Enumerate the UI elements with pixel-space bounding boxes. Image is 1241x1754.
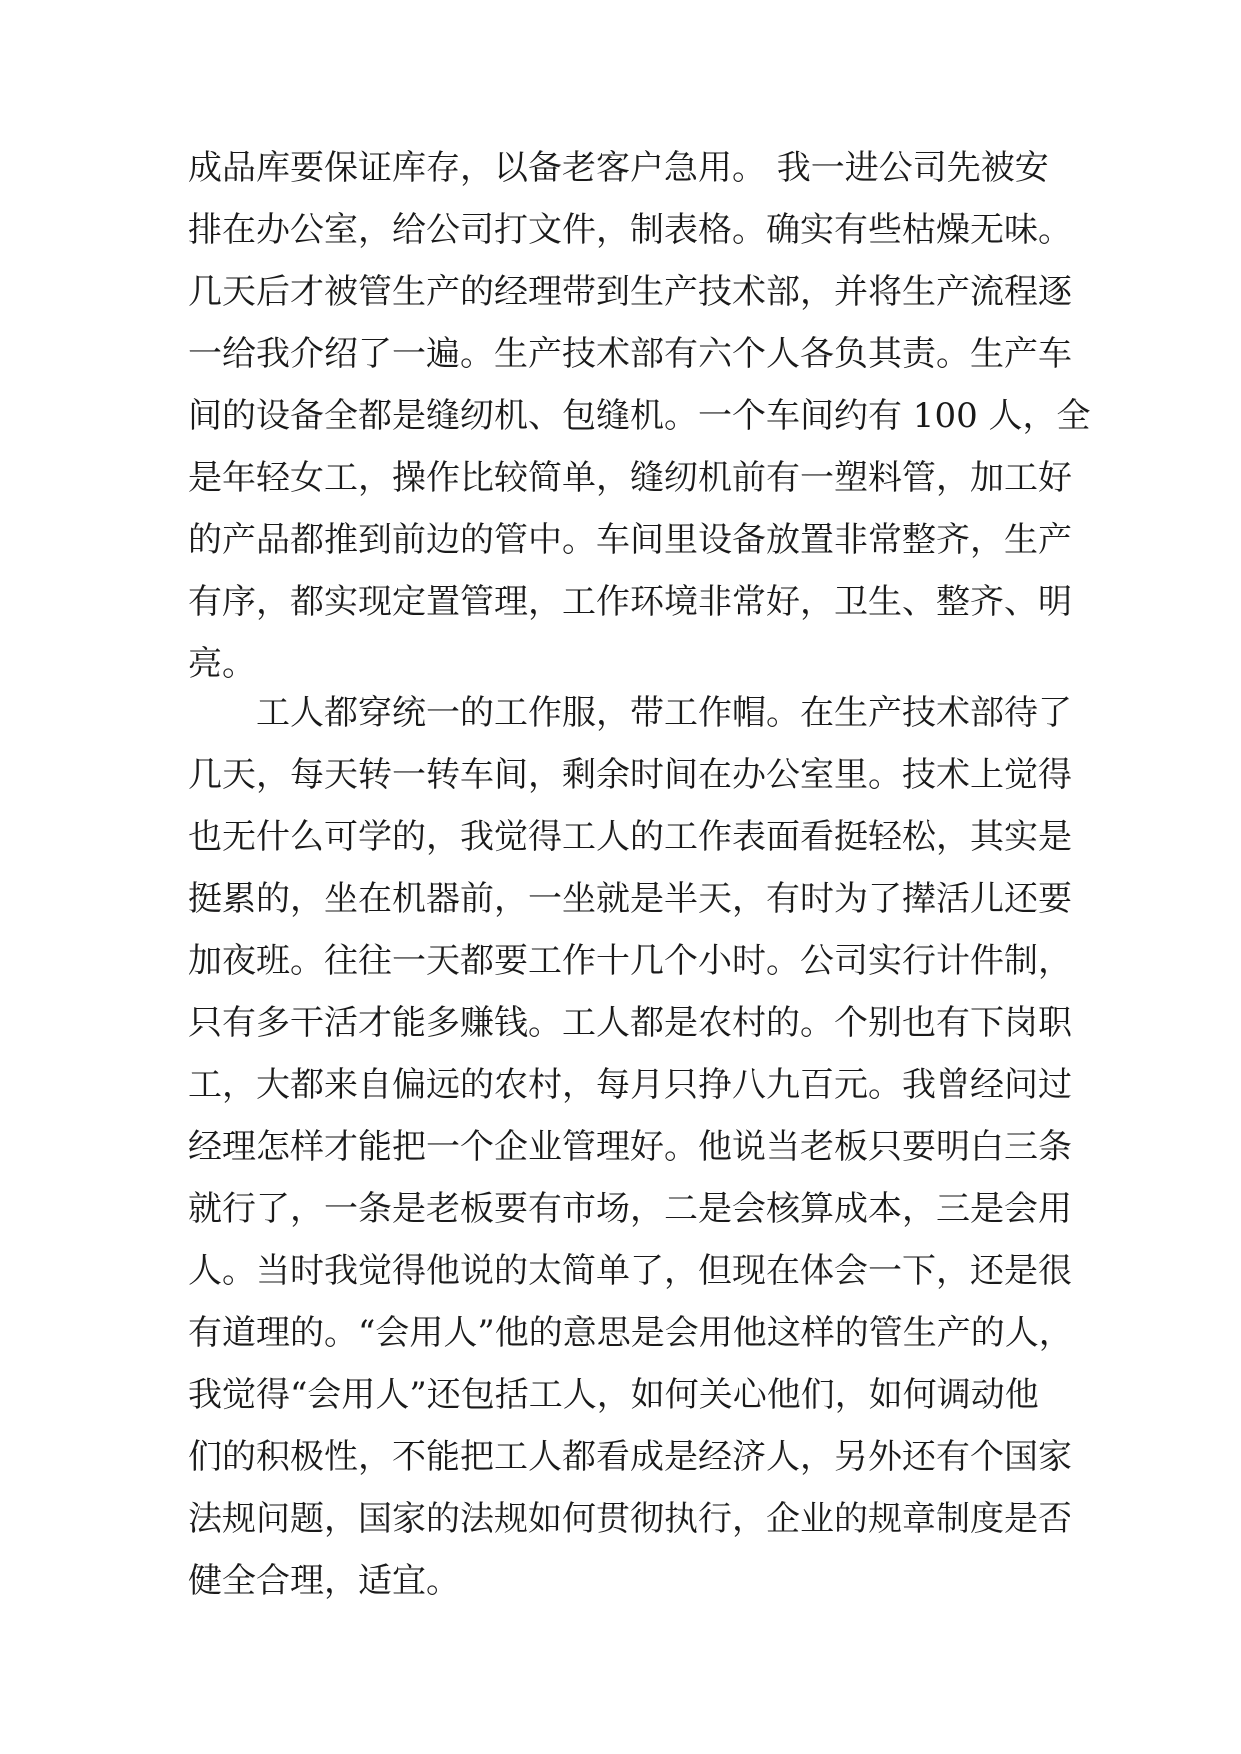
paragraph-line: 我觉得“会用人”还包括工人，如何关心他们，如何调动他	[188, 1375, 1039, 1415]
paragraph-line: 经理怎样才能把一个企业管理好。他说当老板只要明白三条	[188, 1127, 1072, 1167]
paragraph-line: 们的积极性，不能把工人都看成是经济人，另外还有个国家	[188, 1437, 1072, 1477]
paragraph-line: 是年轻女工，操作比较简单，缝纫机前有一塑料管，加工好	[188, 458, 1072, 498]
paragraph-line: 人。当时我觉得他说的太简单了，但现在体会一下，还是很	[188, 1251, 1072, 1291]
paragraph-line: 成品库要保证库存，以备老客户急用。 我一进公司先被安	[188, 148, 1049, 188]
paragraph-line: 排在办公室，给公司打文件，制表格。确实有些枯燥无味。	[188, 210, 1072, 250]
paragraph-line: 健全合理，适宜。	[188, 1561, 460, 1601]
paragraph-line: 一给我介绍了一遍。生产技术部有六个人各负其责。生产车	[188, 334, 1072, 374]
paragraph-line: 间的设备全都是缝纫机、包缝机。一个车间约有 100 人，全	[188, 396, 1091, 436]
paragraph-line: 也无什么可学的，我觉得工人的工作表面看挺轻松，其实是	[188, 817, 1072, 857]
paragraph-line: 法规问题，国家的法规如何贯彻执行，企业的规章制度是否	[188, 1499, 1072, 1539]
paragraph-line: 有序，都实现定置管理，工作环境非常好，卫生、整齐、明	[188, 582, 1072, 622]
paragraph-line: 有道理的。“会用人”他的意思是会用他这样的管生产的人，	[188, 1313, 1073, 1353]
paragraph-1	[188, 137, 1091, 695]
paragraph-line: 工人都穿统一的工作服，带工作帽。在生产技术部待了	[256, 693, 1072, 733]
paragraph-line: 挺累的，坐在机器前，一坐就是半天，有时为了撵活儿还要	[188, 879, 1072, 919]
paragraph-line: 只有多干活才能多赚钱。工人都是农村的。个别也有下岗职	[188, 1003, 1072, 1043]
paragraph-line: 的产品都推到前边的管中。车间里设备放置非常整齐，生产	[188, 520, 1072, 560]
paragraph-line: 工，大都来自偏远的农村，每月只挣八九百元。我曾经问过	[188, 1065, 1072, 1105]
paragraph-line: 亮。	[188, 644, 256, 684]
paragraph-line: 几天，每天转一转车间，剩余时间在办公室里。技术上觉得	[188, 755, 1072, 795]
paragraph-2	[188, 682, 1073, 1612]
paragraph-line: 加夜班。往往一天都要工作十几个小时。公司实行计件制，	[188, 941, 1072, 981]
paragraph-line: 就行了，一条是老板要有市场，二是会核算成本，三是会用	[188, 1189, 1072, 1229]
paragraph-line: 几天后才被管生产的经理带到生产技术部，并将生产流程逐	[188, 272, 1072, 312]
